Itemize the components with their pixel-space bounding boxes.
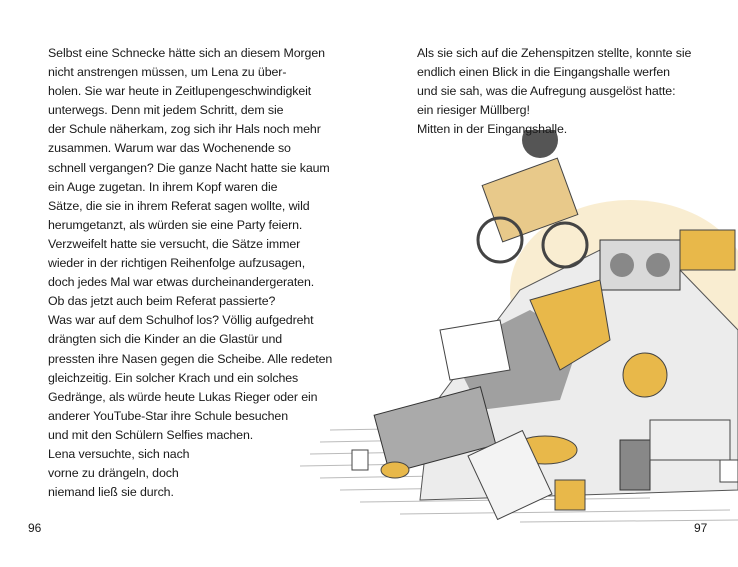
text-line: ein riesiger Müllberg! — [417, 103, 530, 118]
text-line: Als sie sich auf die Zehenspitzen stellte, konnte sie — [417, 46, 692, 60]
text-line: gleichzeitig. Ein solcher Krach und ein solches — [48, 370, 299, 385]
page-number-right: 97 — [694, 521, 708, 535]
text-line: endlich einen Blick in die Eingangshalle werfen — [417, 65, 670, 80]
text-line: doch jedes Mal war etwas durcheinandergeraten. — [48, 275, 315, 290]
text-line: holen. Sie war heute in Zeitlupengeschwindigkeit — [48, 84, 312, 99]
text-line: Sätze, die sie in ihrem Referat sagen wollte, wild — [48, 198, 310, 213]
garbage-pile-illustration — [300, 130, 738, 530]
text-line: anderer YouTube-Star ihre Schule besuchen — [48, 408, 288, 423]
text-line: Lena versuchte, sich nach — [48, 446, 190, 461]
text-line: vorne zu drängeln, doch — [48, 466, 179, 481]
page-number-left: 96 — [28, 521, 42, 535]
text-line: Gedränge, als würde heute Lukas Rieger oder ein — [48, 389, 318, 404]
text-line: Mitten in der Eingangshalle. — [417, 122, 568, 137]
text-line: und sie sah, was die Aufregung ausgelöst hatte: — [417, 84, 676, 99]
text-line: unterwegs. Denn mit jedem Schritt, dem sie — [48, 103, 284, 118]
text-line: wieder in der richtigen Reihenfolge aufzusagen, — [48, 256, 306, 271]
text-line: pressten ihre Nasen gegen die Scheibe. Alle redeten — [48, 351, 333, 366]
text-line: und mit den Schülern Selfies machen. — [48, 427, 254, 442]
right-page-text — [417, 44, 691, 139]
text-line: schnell vergangen? Die ganze Nacht hatte sie kaum — [48, 160, 330, 175]
text-line: nicht anstrengen müssen, um Lena zu über- — [48, 65, 287, 80]
text-line: zusammen. Warum war das Wochenende so — [48, 141, 291, 156]
text-line: herumgetanzt, als würden sie eine Party feiern. — [48, 217, 303, 232]
text-line: Verzweifelt hatte sie versucht, die Sätze immer — [48, 236, 301, 251]
text-line: niemand ließ sie durch. — [48, 485, 174, 500]
text-line: der Schule näherkam, zog sich ihr Hals noch mehr — [48, 122, 321, 137]
text-line: Was war auf dem Schulhof los? Völlig aufgedreht — [48, 313, 314, 328]
text-line: drängten sich die Kinder an die Glastür und — [48, 332, 283, 347]
left-page-text — [48, 44, 332, 502]
text-line: Selbst eine Schnecke hätte sich an diesem Morgen — [48, 46, 325, 60]
text-line: Ob das jetzt auch beim Referat passierte? — [48, 294, 276, 309]
text-line: ein Auge zugetan. In ihrem Kopf waren die — [48, 179, 278, 194]
